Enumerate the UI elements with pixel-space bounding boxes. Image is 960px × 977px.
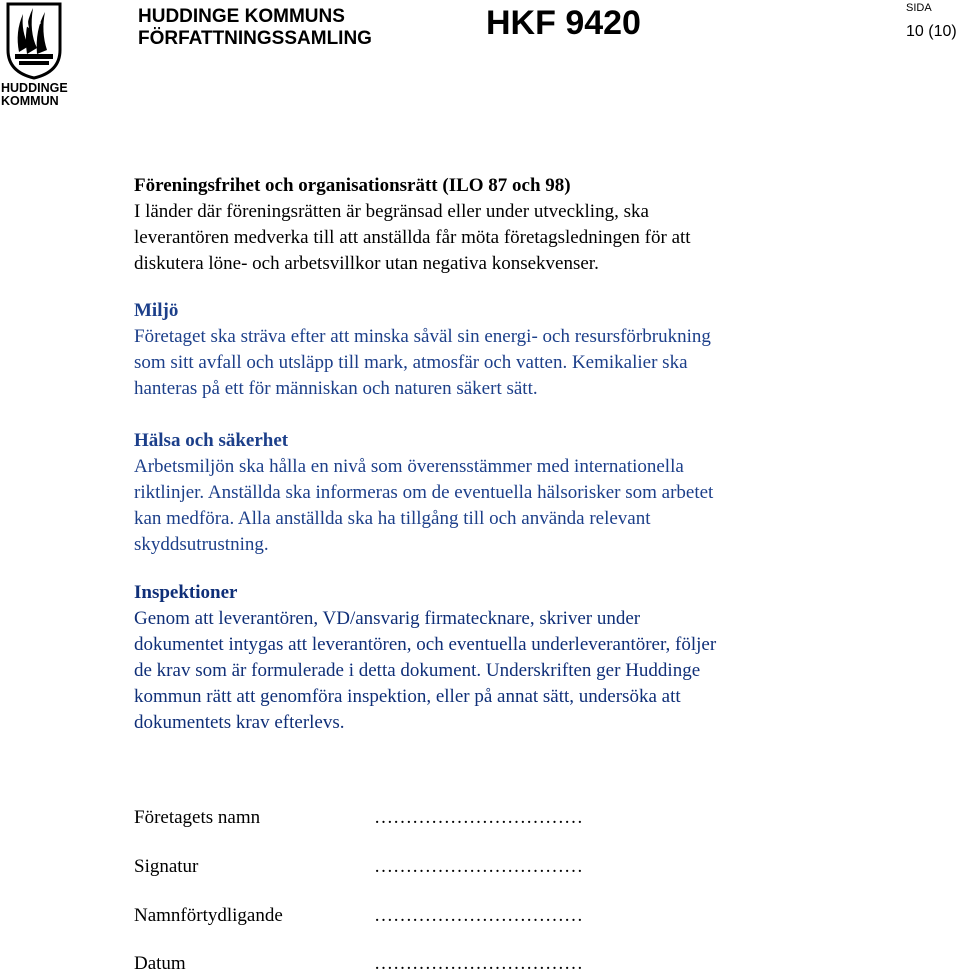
signature-field-signature[interactable] bbox=[134, 854, 834, 880]
body-line: de krav som är formulerade i detta dokument. Underskriften ger Huddinge bbox=[134, 660, 701, 681]
logo-text-line1: HUDDINGE bbox=[1, 81, 68, 95]
body-line: dokumentets krav efterlevs. bbox=[134, 712, 345, 733]
body-line: som sitt avfall och utsläpp till mark, atmosfär och vatten. Kemikalier ska bbox=[134, 352, 688, 373]
section-health-safety bbox=[134, 428, 834, 558]
body-line: kan medföra. Alla anställda ska ha tillgång till och använda relevant bbox=[134, 508, 651, 529]
page-label: SIDA bbox=[906, 2, 932, 14]
section-heading: Inspektioner bbox=[134, 582, 238, 603]
signature-label: Namnförtydligande bbox=[134, 905, 283, 926]
section-environment bbox=[134, 298, 834, 402]
signature-label: Företagets namn bbox=[134, 807, 261, 828]
body-line: riktlinjer. Anställda ska informeras om de eventuella hälsorisker som arbetet bbox=[134, 482, 714, 503]
body-line: skyddsutrustning. bbox=[134, 534, 269, 555]
org-line1: HUDDINGE KOMMUNS bbox=[138, 6, 345, 27]
signature-label: Signatur bbox=[134, 856, 199, 877]
section-heading: Hälsa och säkerhet bbox=[134, 430, 289, 451]
section-heading: Miljö bbox=[134, 300, 179, 321]
body-line: diskutera löne- och arbetsvillkor utan negativa konsekvenser. bbox=[134, 253, 599, 274]
body-line: Arbetsmiljön ska hålla en nivå som överensstämmer med internationella bbox=[134, 456, 684, 477]
municipality-logo bbox=[1, 2, 68, 108]
document-id: HKF 9420 bbox=[486, 4, 641, 42]
logo-text bbox=[1, 82, 67, 108]
section-association-freedom bbox=[134, 173, 834, 277]
section-heading: Föreningsfrihet och organisationsrätt (ILO 87 och 98) bbox=[134, 175, 571, 196]
signature-line[interactable]: …………………………… bbox=[374, 856, 583, 877]
body-line: leverantören medverka till att anställda får möta företagsledningen för att bbox=[134, 227, 691, 248]
page-number: 10 (10) bbox=[906, 23, 957, 40]
huddinge-crest-icon bbox=[5, 2, 63, 80]
body-line: kommun rätt att genomföra inspektion, eller på annat sätt, undersöka att bbox=[134, 686, 681, 707]
body-line: dokumentet intygas att leverantören, och eventuella underleverantörer, följer bbox=[134, 634, 717, 655]
section-inspections bbox=[134, 580, 834, 736]
signature-line[interactable]: …………………………… bbox=[374, 953, 583, 974]
signature-label: Datum bbox=[134, 953, 186, 974]
organization-name bbox=[138, 6, 372, 50]
signature-field-company-name[interactable] bbox=[134, 805, 834, 831]
signature-line[interactable]: …………………………… bbox=[374, 905, 583, 926]
org-line2: FÖRFATTNINGSSAMLING bbox=[138, 28, 372, 49]
signature-field-date[interactable] bbox=[134, 951, 834, 977]
body-line: Genom att leverantören, VD/ansvarig firmatecknare, skriver under bbox=[134, 608, 641, 629]
body-line: hanteras på ett för människan och naturen säkert sätt. bbox=[134, 378, 538, 399]
signature-field-printed-name[interactable] bbox=[134, 903, 834, 929]
body-line: I länder där föreningsrätten är begränsad eller under utveckling, ska bbox=[134, 201, 649, 222]
logo-text-line2: KOMMUN bbox=[1, 94, 59, 108]
body-line: Företaget ska sträva efter att minska såväl sin energi- och resursförbrukning bbox=[134, 326, 711, 347]
signature-line[interactable]: …………………………… bbox=[374, 807, 583, 828]
